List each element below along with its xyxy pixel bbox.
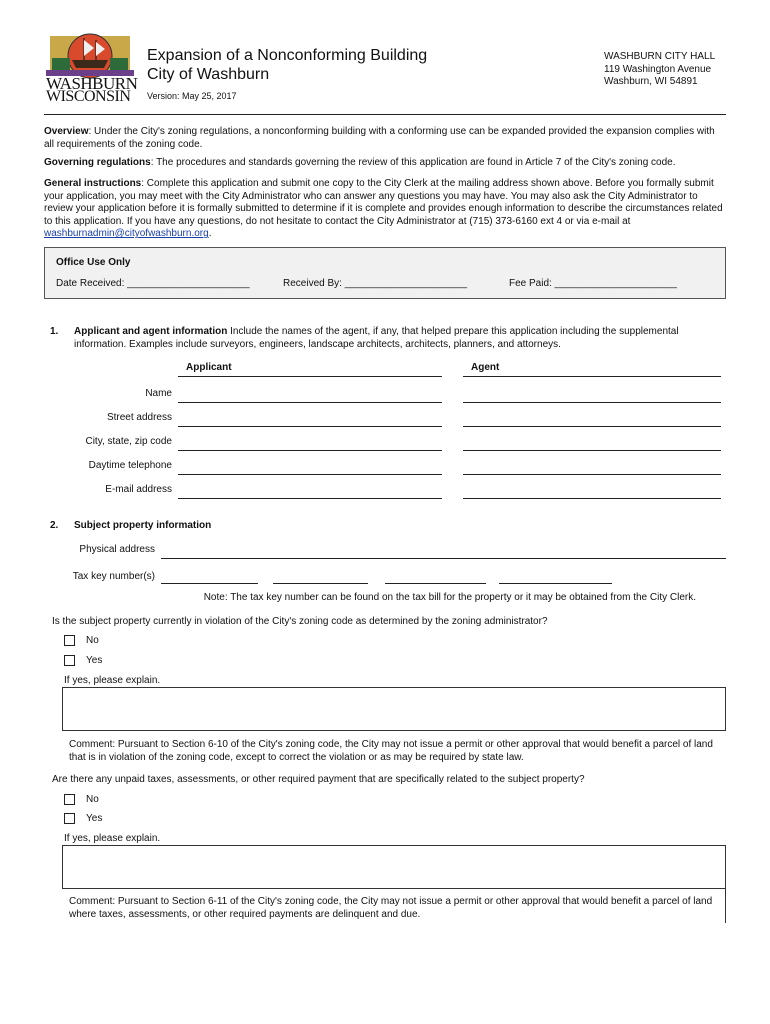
section1-number: 1. [50, 326, 59, 337]
office-use-box [44, 247, 726, 299]
overview-label: Overview [44, 126, 89, 137]
physical-address-label: Physical address [79, 544, 155, 555]
general-text: : Complete this application and submit one copy to the City Clerk at the mailing address shown above. Before you formally submit your application, you may meet with the City Administrator who can answer any questions you may have. You may also ask the City Administrator to review your application before it is formally submitted to determine if it is complete and provides enough information to describe the circumstances related to this application. If you have any questions, do not hesitate to contact the City Administrator at (715) 373-6160 ext 4 or via e-mail at [44, 178, 723, 227]
email-address-label: E-mail address [105, 484, 172, 495]
comment-right-rule [725, 889, 726, 923]
agent-column-header: Agent [471, 362, 500, 373]
agent-name-input[interactable] [463, 402, 721, 403]
applicant-city-input[interactable] [178, 450, 442, 451]
overview-text: : Under the City's zoning regulations, a nonconforming building with a conforming use can be expanded provided the expansion complies with all requirements of the zoning code. [44, 126, 715, 150]
admin-email-link[interactable]: washburnadmin@cityofwashburn.org [44, 228, 209, 240]
document-subtitle: City of Washburn [147, 66, 270, 83]
unpaid-no-label: No [86, 794, 99, 805]
violation-question: Is the subject property currently in violation of the City's zoning code as determined by the zoning administrator? [52, 616, 548, 627]
violation-explain-label: If yes, please explain. [64, 675, 161, 686]
violation-explain-textarea[interactable] [62, 687, 726, 731]
tax-key-note: Note: The tax key number can be found on the tax bill for the property or it may be obtained from the City Clerk. [203, 592, 696, 603]
address-line-2: 119 Washington Avenue [604, 63, 712, 75]
unpaid-explain-textarea[interactable] [62, 845, 726, 889]
unpaid-comment: Comment: Pursuant to Section 6-11 of the City's zoning code, the City may not issue a permit or other approval that would benefit a parcel of land where taxes, assessments, or other required payments are delinquent and due. [69, 896, 713, 920]
email-period: . [208, 228, 212, 240]
tax-key-label: Tax key number(s) [72, 571, 155, 582]
agent-city-input[interactable] [463, 450, 721, 451]
received-by-field[interactable]: Received By: ______________________ [283, 278, 468, 289]
section1-text: Include the names of the agent, if any, that helped prepare this application including the supplemental information. Examples include surveyors, engineers, landscape architects, architects, planners, and attorneys. [74, 326, 679, 350]
applicant-street-input[interactable] [178, 426, 442, 427]
applicant-column-header: Applicant [186, 362, 232, 373]
tax-key-input-4[interactable] [499, 583, 612, 584]
daytime-telephone-label: Daytime telephone [88, 460, 172, 471]
governing-label: Governing regulations [44, 157, 151, 168]
unpaid-no-checkbox[interactable] [64, 794, 75, 805]
address-line-1: WASHBURN CITY HALL [604, 51, 716, 62]
violation-comment: Comment: Pursuant to Section 6-10 of the City's zoning code, the City may not issue a permit or other approval that would benefit a parcel of land that is in violation of the zoning code, except to correct the violation or as may be required by state law. [69, 739, 713, 763]
address-line-3: Washburn, WI 54891 [604, 76, 698, 88]
section2-heading: Subject property information [74, 520, 212, 531]
agent-street-input[interactable] [463, 426, 721, 427]
applicant-name-input[interactable] [178, 402, 442, 403]
general-paragraph [44, 178, 726, 241]
city-logo [44, 30, 136, 104]
header-divider [44, 114, 726, 115]
document-title: Expansion of a Nonconforming Building [147, 47, 428, 64]
violation-no-checkbox[interactable] [64, 635, 75, 646]
governing-paragraph [44, 157, 726, 170]
applicant-email-input[interactable] [178, 498, 442, 499]
section2-number: 2. [50, 520, 59, 531]
agent-header-rule [463, 376, 721, 377]
logo-text-wisconsin: WISCONSIN [46, 88, 131, 105]
city-state-zip-label: City, state, zip code [85, 436, 172, 447]
section1-description [74, 326, 726, 351]
overview-paragraph [44, 126, 726, 151]
tax-key-input-1[interactable] [161, 583, 258, 584]
unpaid-explain-label: If yes, please explain. [64, 833, 161, 844]
logo-text-washburn: WASHBURN [46, 74, 138, 93]
governing-text: : The procedures and standards governing the review of this application are found in Article 7 of the City's zoning code. [150, 157, 676, 168]
violation-no-label: No [86, 635, 99, 646]
section1-heading: Applicant and agent information [74, 326, 228, 337]
city-hall-address [604, 51, 715, 89]
violation-yes-checkbox[interactable] [64, 655, 75, 666]
tax-key-input-2[interactable] [273, 583, 368, 584]
applicant-phone-input[interactable] [178, 474, 442, 475]
unpaid-taxes-question: Are there any unpaid taxes, assessments, or other required payment that are specifically related to the subject property? [52, 774, 585, 785]
unpaid-yes-checkbox[interactable] [64, 813, 75, 824]
agent-email-input[interactable] [463, 498, 721, 499]
agent-phone-input[interactable] [463, 474, 721, 475]
name-label: Name [145, 388, 172, 399]
tax-key-input-3[interactable] [385, 583, 486, 584]
unpaid-yes-label: Yes [86, 813, 103, 824]
physical-address-input[interactable] [161, 558, 726, 559]
violation-yes-label: Yes [86, 655, 103, 666]
fee-paid-field[interactable]: Fee Paid: ______________________ [509, 278, 677, 289]
applicant-header-rule [178, 376, 442, 377]
street-address-label: Street address [106, 412, 172, 423]
date-received-field[interactable]: Date Received: ______________________ [56, 278, 250, 289]
version-text: Version: May 25, 2017 [147, 91, 237, 101]
office-use-heading: Office Use Only [56, 257, 131, 268]
general-label: General instructions [44, 178, 142, 189]
